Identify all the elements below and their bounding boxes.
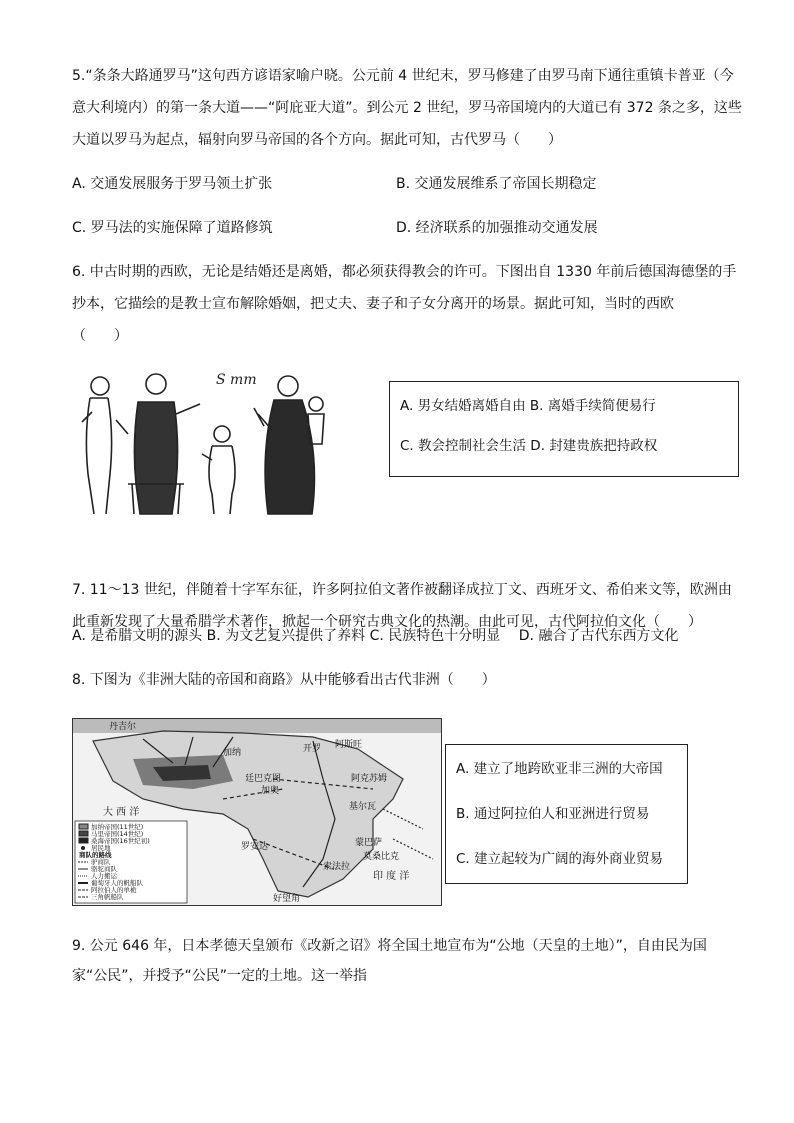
map-label-indian-ocean: 印 度 洋 xyxy=(373,871,410,882)
q6-options-line-2: C. 教会控制社会生活 D. 封建贵族把持政权 xyxy=(400,438,658,454)
q5-option-a: A. 交通发展服务于罗马领土扩张 xyxy=(72,176,273,192)
q6-line-1: 6. 中古时期的西欧，无论是结婚还是离婚，都必须获得教会的许可。下图出自 1330 年前后德国海德堡的手 xyxy=(72,264,737,280)
map-label-cape: 好望角 xyxy=(273,894,301,904)
legend-item: 桑海帝国(16世纪初) xyxy=(91,837,150,845)
q8-option-a: A. 建立了地跨欧亚非三洲的大帝国 xyxy=(456,761,663,777)
map-label-mombasa: 蒙巴萨 xyxy=(355,838,383,848)
q6-line-3: （ ） xyxy=(72,328,128,344)
q7-options: A. 是希腊文明的源头 B. 为文艺复兴提供了养料 C. 民族特色十分明显 D. 融合了古代东西方文化 xyxy=(72,628,679,644)
q9-line-1: 9. 公元 646 年，日本孝德天皇颁布《改新之诏》将全国土地宣布为“公地（天皇的土地）”，自由民为国 xyxy=(72,938,707,954)
map-label-gao: 加奥 xyxy=(261,786,280,796)
q8-options-box xyxy=(445,744,688,884)
map-label-aksum: 阿克苏姆 xyxy=(351,774,388,784)
manuscript-caption: S mm xyxy=(216,372,257,388)
q6-options-line-1: A. 男女结婚离婚自由 B. 离婚手续简便易行 xyxy=(400,398,656,414)
map-label-atlantic: 大 西 洋 xyxy=(103,807,140,818)
map-label-luanda: 罗安达 xyxy=(241,842,269,852)
legend-item: 加纳帝国(11世纪) xyxy=(91,823,144,831)
map-label-sofala: 索法拉 xyxy=(323,862,351,872)
legend-item: 葡萄牙人的帆船队 xyxy=(91,879,143,887)
manuscript-illustration xyxy=(72,364,372,528)
q5-line-2: 意大利境内）的第一条大道——“阿庇亚大道”。到公元 2 世纪，罗马帝国境内的大道已有 372 条之多，这些 xyxy=(72,100,742,116)
q8-option-b: B. 通过阿拉伯人和亚洲进行贸易 xyxy=(456,806,650,822)
legend-item: 阿拉伯人的单桅 xyxy=(91,886,137,894)
africa-trade-map xyxy=(72,718,442,906)
q5-line-1: 5.“条条大路通罗马”这句西方谚语家喻户晓。公元前 4 世纪末，罗马修建了由罗马南下通往重镇卡普亚（今 xyxy=(72,68,734,84)
map-label-kano: 加纳 xyxy=(223,748,242,758)
q7-line-1: 7. 11～13 世纪，伴随着十字军东征，许多阿拉伯文著作被翻译成拉丁文、西班牙文、希伯来文等，欧洲由 xyxy=(72,582,732,598)
legend-item: 驴商队 xyxy=(91,858,111,866)
legend-item: 商队的路线 xyxy=(79,851,112,859)
q7-line-2: 此重新发现了大量希腊学术著作，掀起一个研究古典文化的热潮。由此可见，古代阿拉伯文化（ ） xyxy=(72,614,702,630)
q5-option-c: C. 罗马法的实施保障了道路修筑 xyxy=(72,220,273,236)
legend-item: 三角帆船队 xyxy=(91,893,124,901)
q8-stem: 8. 下图为《非洲大陆的帝国和商路》从中能够看出古代非洲（ ） xyxy=(72,672,496,688)
q5-option-b: B. 交通发展维系了帝国长期稳定 xyxy=(396,176,597,192)
q5-line-3: 大道以罗马为起点，辐射向罗马帝国的各个方向。据此可知，古代罗马（ ） xyxy=(72,132,562,148)
map-label-cairo: 开罗 xyxy=(303,744,322,754)
legend-item: 人力搬运 xyxy=(91,872,117,880)
q6-options-box xyxy=(389,381,739,477)
map-label-kilwa: 基尔瓦 xyxy=(349,802,377,812)
map-label-aswan: 阿斯旺 xyxy=(335,740,363,750)
q6-line-2: 抄本，它描绘的是教士宣布解除婚姻，把丈夫、妻子和子女分离开的场景。据此可知，当时的西欧 xyxy=(72,296,674,312)
q8-option-c: C. 建立起较为广阔的海外商业贸易 xyxy=(456,851,664,867)
legend-item: 居民地 xyxy=(91,844,111,852)
q5-option-d: D. 经济联系的加强推动交通发展 xyxy=(396,220,598,236)
legend-item: 马里帝国(14世纪) xyxy=(91,830,144,838)
map-label-timbuktu: 廷巴克图 xyxy=(245,774,282,784)
legend-item: 骆驼商队 xyxy=(91,865,117,873)
q9-line-2: 家“公民”，并授予“公民”一定的土地。这一举指 xyxy=(72,968,368,984)
map-label-mozambique: 莫桑比克 xyxy=(363,852,400,862)
map-label-tangier: 丹吉尔 xyxy=(109,722,137,732)
